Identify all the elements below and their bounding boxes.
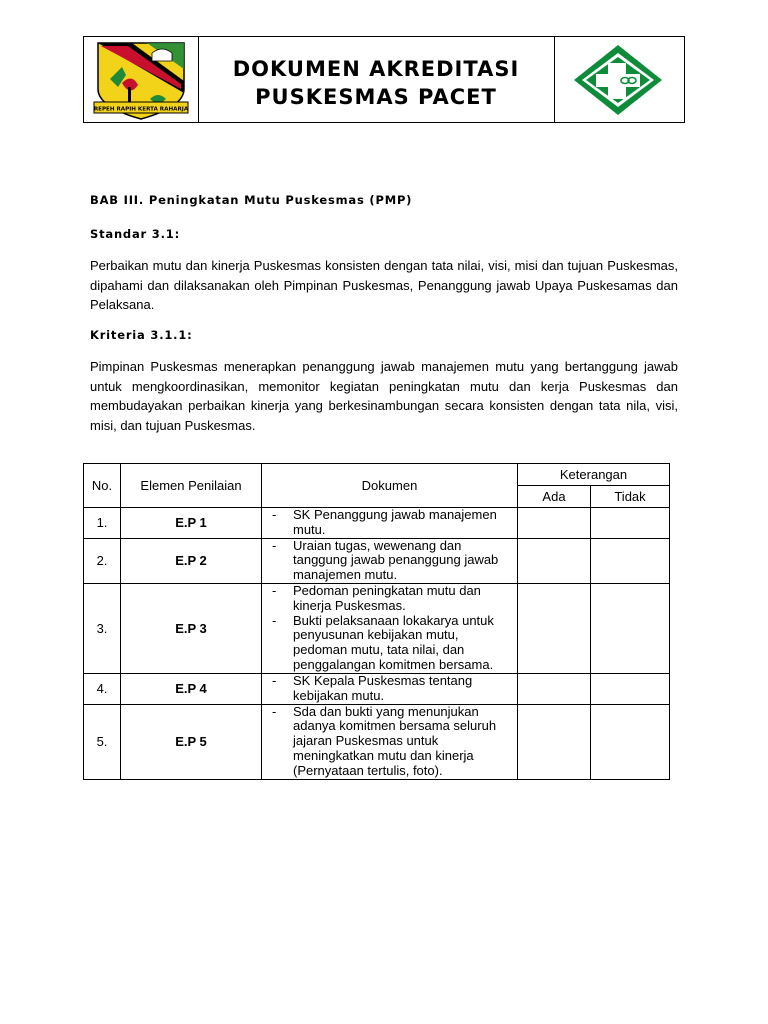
row-ada-cell [518,673,591,704]
row-no: 2. [84,538,121,583]
header-tidak: Tidak [591,486,670,508]
doc-text: Pedoman peningkatan mutu dan kinerja Puskesmas. [293,583,481,613]
bandung-regency-crest-icon [92,39,190,121]
dash-marker: - [272,672,277,688]
crest-motto: REPEH RAPIH KERTA RAHARJA [93,106,189,113]
document-header [83,36,685,123]
doc-item [262,539,517,583]
table-row [84,704,670,779]
standar-text: Perbaikan mutu dan kinerja Puskesmas konsisten dengan tata nilai, visi, misi dan tujuan Puskesmas, dipahami dan dilaksanakan oleh Pimpinan Puskesmas, Penanggung jawab Upaya Puskesamas dan Pelaksana. [90,258,678,312]
doc-text: Bukti pelaksanaan lokakarya untuk penyusunan kebijakan mutu, pedoman mutu, tata nilai, dan penggalangan komitmen bersama. [293,612,494,673]
header-keterangan: Keterangan [518,464,670,486]
dash-marker: - [272,507,277,522]
row-docs [262,704,518,779]
puskesmas-cross-logo-icon [570,41,666,119]
dash-marker: - [272,703,277,719]
row-ep: E.P 3 [121,583,262,673]
table-row [84,673,670,704]
doc-text: Uraian tugas, wewenang dan tanggung jawab penanggung jawab manajemen mutu. [293,537,499,583]
row-ep: E.P 2 [121,538,262,583]
row-ada-cell [518,508,591,539]
table-header-row [84,464,670,486]
header-left-logo-cell [84,37,199,122]
doc-item [262,614,517,673]
doc-item [262,508,517,538]
header-dokumen: Dokumen [262,464,518,508]
row-docs [262,583,518,673]
title-line-1: DOKUMEN AKREDITASI [232,57,520,81]
header-ada: Ada [518,486,591,508]
row-ep: E.P 4 [121,673,262,704]
doc-item [262,584,517,614]
row-no: 1. [84,508,121,539]
header-no: No. [84,464,121,508]
header-title-cell [198,37,555,122]
standar-label: Standar 3.1: [90,227,180,241]
row-tidak-cell [591,508,670,539]
doc-item [262,674,517,704]
row-docs [262,508,518,539]
kriteria-label: Kriteria 3.1.1: [90,328,193,342]
doc-text: Sda dan bukti yang menunjukan adanya komitmen bersama seluruh jajaran Puskesmas untuk meningkatkan mutu dan kinerja (Pernyataan tertulis, foto). [293,703,497,778]
doc-text: SK Kepala Puskesmas tentang kebijakan mutu. [293,672,473,703]
row-no: 4. [84,673,121,704]
row-tidak-cell [591,704,670,779]
row-docs [262,538,518,583]
row-no: 5. [84,704,121,779]
row-ep: E.P 1 [121,508,262,539]
title-line-2: PUSKESMAS PACET [255,85,497,109]
row-ada-cell [518,704,591,779]
table-row [84,538,670,583]
row-ada-cell [518,538,591,583]
header-right-logo-cell [554,37,684,122]
row-ada-cell [518,583,591,673]
dash-marker: - [272,537,277,553]
header-elemen: Elemen Penilaian [121,464,262,508]
kriteria-text: Pimpinan Puskesmas menerapkan penanggung jawab manajemen mutu yang bertanggung jawab untuk mengkoordinasikan, memonitor kegiatan peningkatan mutu dan kerja Puskesmas dan membudayakan perbaikan kinerja yang berkesinambungan secara konsisten dengan tata nila, visi, misi, dan tujuan Puskesmas. [90,359,678,433]
row-no: 3. [84,583,121,673]
row-tidak-cell [591,583,670,673]
doc-item [262,705,517,779]
document-title [198,55,554,111]
row-ep: E.P 5 [121,704,262,779]
table-row [84,508,670,539]
dash-marker: - [272,612,277,628]
row-docs [262,673,518,704]
row-tidak-cell [591,673,670,704]
row-tidak-cell [591,538,670,583]
bab-heading: BAB III. Peningkatan Mutu Puskesmas (PMP) [90,193,413,207]
elemen-penilaian-table [83,463,670,780]
dash-marker: - [272,583,277,599]
table-row [84,583,670,673]
doc-text: SK Penanggung jawab manajemen mutu. [293,507,497,537]
